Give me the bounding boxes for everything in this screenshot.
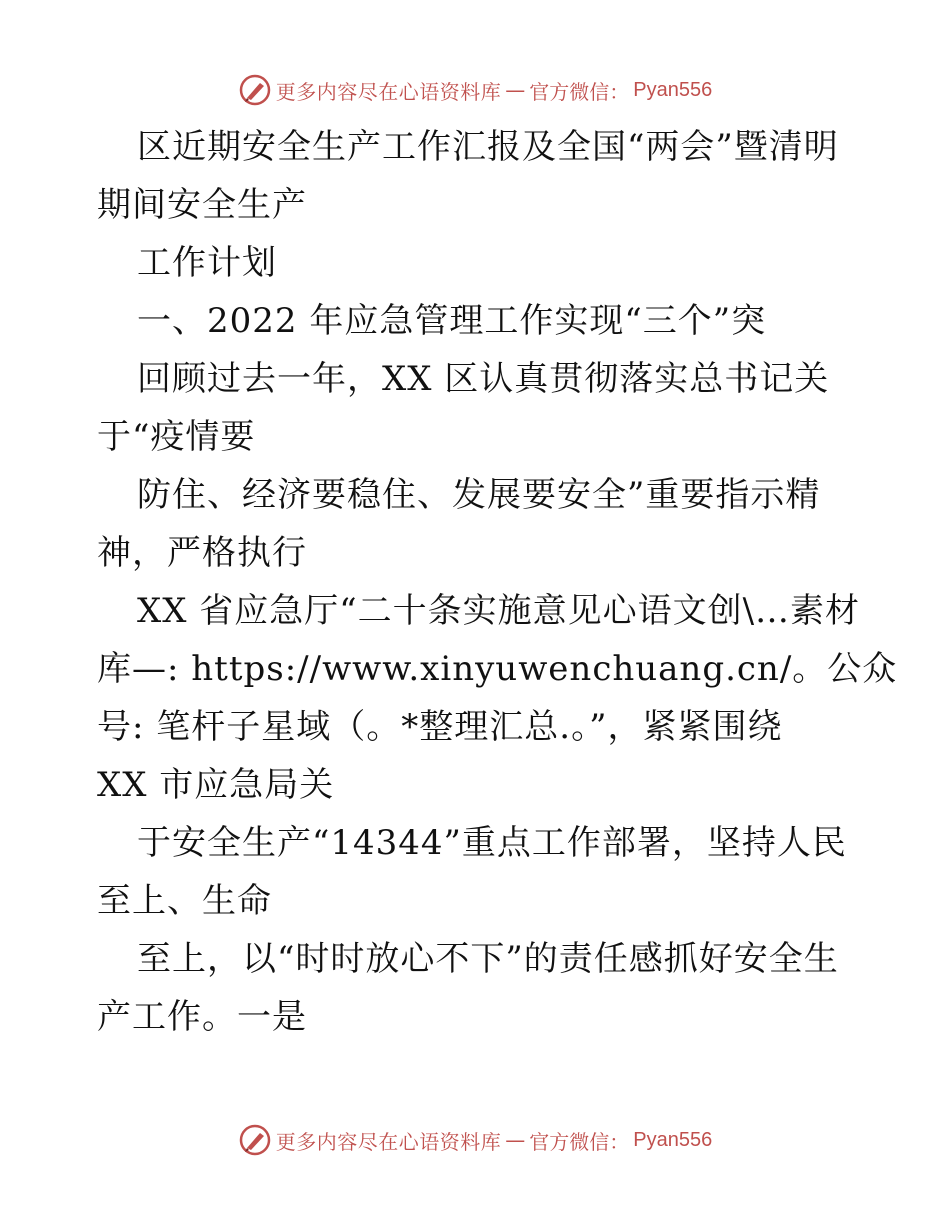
banner-separator: — <box>505 1128 526 1152</box>
text-line: 至上，以“时时放心不下”的责任感抓好安全生 <box>137 939 839 979</box>
text-line: 期间安全生产 <box>97 185 307 225</box>
text-line: 神，严格执行 <box>97 533 307 573</box>
text-line: 工作计划 <box>137 243 277 283</box>
header-banner <box>0 70 950 110</box>
text-line: 于安全生产“14344”重点工作部署，坚持人民 <box>137 823 847 863</box>
text-line: 一、2022 年应急管理工作实现“三个”突 <box>137 301 767 341</box>
text-line: XX 省应急厅“二十条实施意见心语文创\…素材 <box>137 591 861 631</box>
footer-banner <box>0 1120 950 1160</box>
pen-logo-icon <box>238 73 272 107</box>
text-line: 回顾过去一年，XX 区认真贯彻落实总书记关 <box>137 359 830 399</box>
pen-logo-icon <box>238 1123 272 1157</box>
text-line: 至上、生命 <box>97 881 272 921</box>
banner-title: 更多内容尽在心语资料库 <box>275 79 502 104</box>
text-line: XX 市应急局关 <box>97 765 335 805</box>
banner-title: 更多内容尽在心语资料库 <box>275 1129 502 1154</box>
text-line: 库—: https://www.xinyuwenchuang.cn/。公众 <box>97 649 898 689</box>
banner-wechat-handle: Pyan556 <box>633 78 713 101</box>
banner-wechat-label: 官方微信： <box>529 1129 630 1154</box>
banner-wechat-label: 官方微信： <box>529 79 630 104</box>
text-line: 产工作。一是 <box>97 997 307 1037</box>
text-line: 防住、经济要稳住、发展要安全”重要指示精 <box>137 475 821 515</box>
document-body <box>97 118 898 1046</box>
banner-separator: — <box>505 78 526 102</box>
text-line: 于“疫情要 <box>97 417 256 457</box>
text-line: 号: 笔杆子星域（。*整理汇总.。”，紧紧围绕 <box>97 707 783 747</box>
banner-wechat-handle: Pyan556 <box>633 1128 713 1151</box>
text-line: 区近期安全生产工作汇报及全国“两会”暨清明 <box>137 127 839 167</box>
